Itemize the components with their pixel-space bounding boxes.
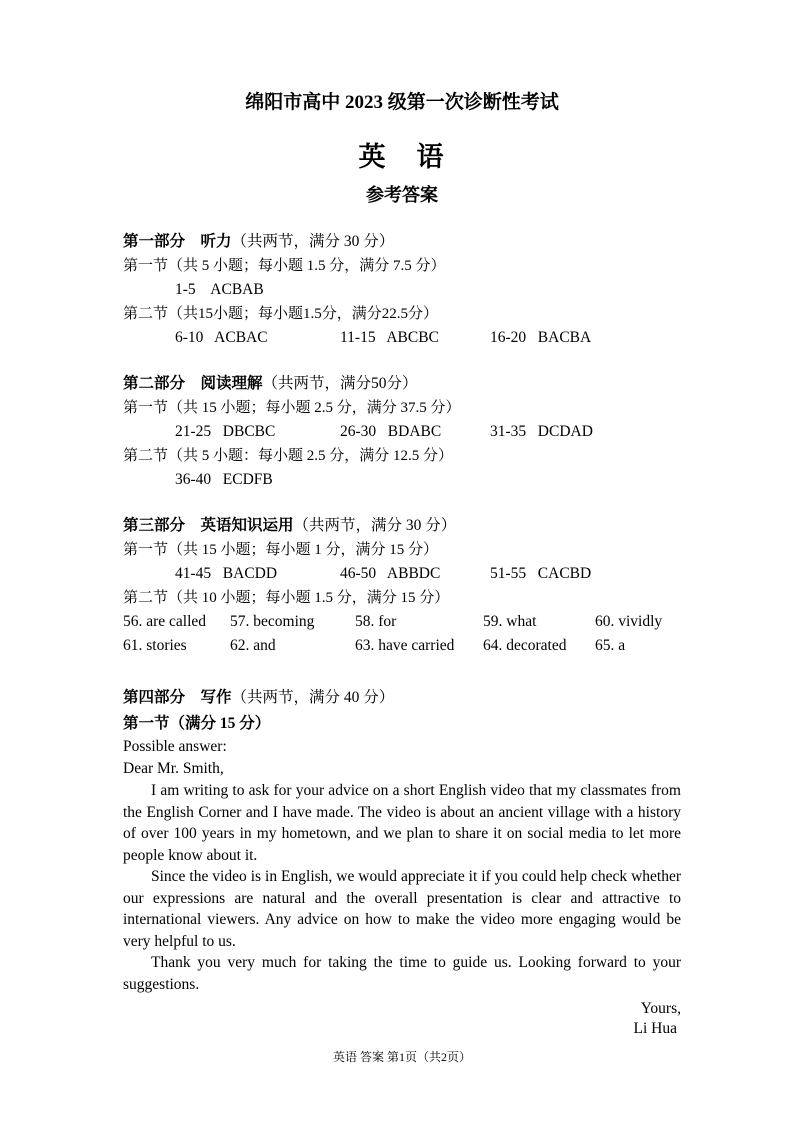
part4-heading-label: 第四部分 写作 <box>123 689 232 706</box>
answer-cell: 63. have carried <box>355 637 455 654</box>
part3-section2-title: 第二节（共 10 小题；每小题 1.5 分，满分 15 分） <box>123 590 450 606</box>
part2-section2-title: 第二节（共 5 小题：每小题 2.5 分，满分 12.5 分） <box>123 448 454 464</box>
answer-cell: 6-10 ACBAC <box>175 329 268 346</box>
answer-cell: 31-35 DCDAD <box>490 423 593 440</box>
letter-paragraph-2: Since the video is in English, we would appreciate it if you could help check whether our expressions are natural and the overall presentation is clear and attractive to international viewers. Any advice on how to make the video more engaging would be very helpful to us. <box>123 868 681 950</box>
part1-heading-label: 第一部分 听力 <box>123 233 232 250</box>
answer-cell: 56. are called <box>123 613 207 630</box>
part2-section1-title: 第一节（共 15 小题；每小题 2.5 分，满分 37.5 分） <box>123 400 461 416</box>
page-footer: 英语 答案 第1页（共2页） <box>332 1050 471 1064</box>
part3-heading <box>123 514 681 538</box>
answer-cell: 36-40 ECDFB <box>175 471 273 488</box>
answer-cell: 41-45 BACDD <box>175 565 278 582</box>
part2-heading <box>123 372 681 396</box>
part4-heading <box>123 686 681 710</box>
part2-heading-label: 第二部分 阅读理解 <box>123 375 263 392</box>
part1-section2-title: 第二节（共15小题；每小题1.5分，满分22.5分） <box>123 306 439 322</box>
answer-cell: 57. becoming <box>230 613 315 630</box>
answer-cell: 60. vividly <box>595 613 663 630</box>
answer-cell: 46-50 ABBDC <box>340 565 441 582</box>
letter-paragraph-3: Thank you very much for taking the time to guide us. Looking forward to your suggestions. <box>123 954 681 993</box>
part1-section1-title: 第一节（共 5 小题；每小题 1.5 分，满分 7.5 分） <box>123 258 446 274</box>
exam-title: 绵阳市高中 2023 级第一次诊断性考试 <box>245 92 559 113</box>
part1-section1-answers <box>123 278 681 302</box>
answers-heading: 参考答案 <box>366 185 438 205</box>
answer-cell: 62. and <box>230 637 276 654</box>
part1-heading <box>123 230 681 254</box>
part1-heading-detail: （共两节，满分 30 分） <box>231 233 395 250</box>
part2-section1-answers <box>123 420 681 444</box>
answer-cell: 11-15 ABCBC <box>340 329 439 346</box>
answer-cell: 1-5 ACBAB <box>175 281 264 298</box>
answer-cell: 65. a <box>595 637 626 654</box>
answer-cell: 21-25 DBCBC <box>175 423 276 440</box>
part4-heading-detail: （共两节，满分 40 分） <box>231 689 395 706</box>
part3-section2-answers-row1 <box>123 610 681 634</box>
part3-heading-detail: （共两节，满分 30 分） <box>293 517 457 534</box>
answer-cell: 58. for <box>355 613 397 630</box>
answer-cell: 59. what <box>483 613 537 630</box>
letter-signature: Li Hua <box>633 1020 677 1037</box>
subject-title: 英 语 <box>358 142 446 172</box>
answer-cell: 16-20 BACBA <box>490 329 592 346</box>
letter-paragraph-1: I am writing to ask for your advice on a short English video that my classmates from the English Corner and I have made. The video is about an ancient village with a history of over 100 years in my hometown, and we plan to share it on social media to let more people know about it. <box>123 782 681 864</box>
possible-answer-label: Possible answer: <box>123 738 227 755</box>
answer-cell: 64. decorated <box>483 637 567 654</box>
part3-section1-title: 第一节（共 15 小题；每小题 1 分，满分 15 分） <box>123 542 439 558</box>
answer-cell: 26-30 BDABC <box>340 423 442 440</box>
letter-closing: Yours, <box>640 1000 681 1017</box>
part4-section1-title: 第一节（满分 15 分） <box>123 715 271 732</box>
part3-section1-answers <box>123 562 681 586</box>
part2-heading-detail: （共两节，满分50分） <box>262 375 418 392</box>
part3-heading-label: 第三部分 英语知识运用 <box>123 517 294 534</box>
letter-closing-block <box>123 999 681 1039</box>
answer-cell: 61. stories <box>123 637 187 654</box>
answer-cell: 51-55 CACBD <box>490 565 592 582</box>
part2-section2-answers <box>123 468 681 492</box>
letter-salutation: Dear Mr. Smith, <box>123 760 224 777</box>
part3-section2-answers-row2 <box>123 634 681 658</box>
part1-section2-answers <box>123 326 681 350</box>
